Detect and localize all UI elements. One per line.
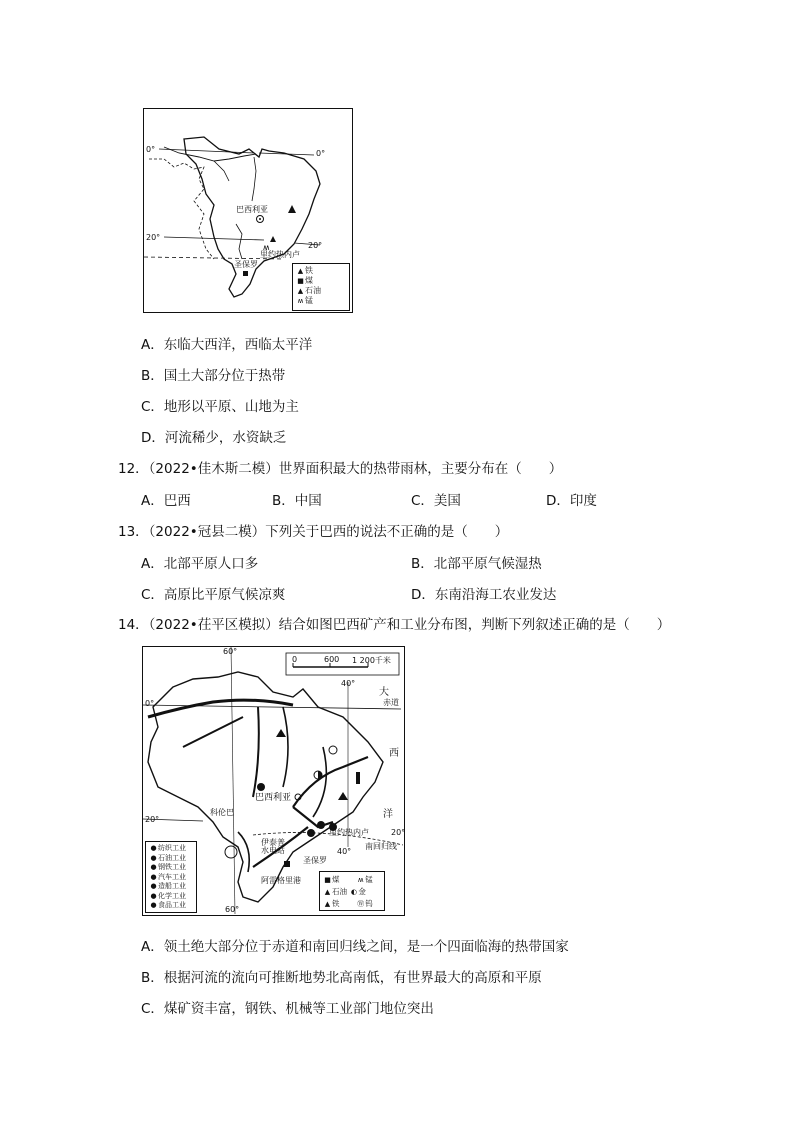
q14-option-b: B．根据河流的流向可推断地势北高南低，有世界最大的高原和平原 [141, 970, 542, 986]
map2-ocean-3: 洋 [383, 809, 393, 820]
q12-option-b: B．中国 [272, 493, 322, 509]
map2-corumba-label: 科伦巴 [210, 808, 234, 817]
q13-option-d: D．东南沿海工农业发达 [411, 587, 557, 603]
q12-option-a: A．巴西 [141, 493, 191, 509]
map1-capital-label: 巴西利亚 [236, 205, 268, 214]
map2-lon40-bottom: 40° [337, 847, 352, 856]
q11-option-d: D．河流稀少，水资缺乏 [141, 430, 287, 446]
map2-lon60-bottom: 60° [225, 905, 240, 914]
map1-lat0-right: 0° [316, 149, 326, 158]
q14-stem: 14．（2022•茌平区模拟）结合如图巴西矿产和工业分布图，判断下列叙述正确的是（ ） [118, 617, 671, 633]
coal-icon: ■ [324, 876, 331, 884]
map2-minerals-legend [319, 871, 385, 911]
steel-icon: ● [150, 863, 157, 871]
manganese-icon: ʍ [357, 876, 364, 884]
map1-lat20-left: 20° [146, 233, 161, 242]
map2-equator: 赤道 [383, 698, 399, 707]
map1-legend [292, 263, 350, 311]
legend-item: ●食品工业 [150, 901, 186, 909]
map2-ocean-2: 西 [389, 748, 399, 759]
map2-ocean-1: 大 [379, 687, 389, 698]
triangle-small-icon: ▲ [297, 267, 304, 275]
legend-item: ●纺织工业 [150, 844, 186, 852]
legend-item: ●钢铁工业 [150, 863, 186, 871]
q11-option-b: B．国土大部分位于热带 [141, 368, 286, 384]
q12-stem: 12．（2022•佳木斯二模）世界面积最大的热带雨林，主要分布在（ ） [118, 461, 563, 477]
oil-icon: ▲ [324, 888, 331, 896]
q13-option-c: C．高原比平原气候凉爽 [141, 587, 286, 603]
map2-saopaulo-label: 圣保罗 [303, 856, 327, 865]
map1-legend-item: ʍ 锰 [297, 296, 313, 305]
legend-item: ●石油工业 [150, 853, 186, 862]
map1-rio-label: 里约热内卢 [260, 250, 300, 259]
map2-itaipu-label: 伊泰普水电站 [261, 838, 285, 855]
legend-item: ●汽车工业 [150, 872, 186, 881]
chemical-icon: ● [150, 891, 157, 900]
square-icon: ■ [297, 277, 304, 285]
map2-industry-legend [145, 841, 197, 913]
legend-item: ●化学工业 [150, 891, 186, 900]
map2-capital-label: 巴西利亚 [255, 793, 292, 803]
q12-option-d: D．印度 [546, 493, 597, 509]
car-icon: ● [150, 872, 157, 881]
brazil-industry-map [142, 646, 405, 916]
scale-label-0: 0 [292, 655, 298, 664]
map1-saopaulo-label: 圣保罗 [234, 260, 258, 269]
map2-lon40: 40° [341, 679, 356, 688]
ship-icon: ● [150, 882, 157, 890]
legend-row: ■煤 ʍ 锰 [324, 875, 373, 884]
legend-row: ▲ 石油 ◐金 [324, 887, 366, 896]
map1-lat0-left: 0° [146, 145, 156, 154]
legend-row: ▲ 铁 Ⓦ钨 [324, 899, 373, 908]
q11-option-a: A．东临大西洋，西临太平洋 [141, 337, 313, 353]
map2-tropic-label: 南回归线 [365, 842, 397, 851]
map2-portoalegre-label: 阿雷格里港 [261, 876, 301, 885]
q13-option-b: B．北部平原气候湿热 [411, 556, 542, 572]
q14-option-a: A．领土绝大部分位于赤道和南回归线之间，是一个四面临海的热带国家 [141, 939, 569, 955]
map2-lat20-right: 20° [391, 828, 406, 837]
map2-lat0: 0° [145, 699, 155, 708]
tungsten-icon: Ⓦ [357, 900, 365, 908]
textile-icon: ● [150, 844, 157, 852]
q14-option-c: C．煤矿资丰富，钢铁、机械等工业部门地位突出 [141, 1001, 434, 1017]
q11-option-c: C．地形以平原、山地为主 [141, 399, 299, 415]
q12-option-c: C．美国 [411, 493, 461, 509]
map2-lat20-left: 20° [145, 815, 160, 824]
map1-legend-item: ▲ 石油 [297, 286, 321, 295]
food-icon: ● [150, 901, 157, 909]
manganese-icon: ʍ [297, 297, 304, 305]
oil-icon: ● [150, 853, 157, 862]
map2-rio-label: 里约热内卢 [329, 828, 369, 837]
svg-text:ʍ: ʍ [263, 243, 270, 252]
triangle-icon: ▲ [297, 287, 304, 295]
q13-stem: 13．（2022•冠县二模）下列关于巴西的说法不正确的是（ ） [118, 524, 509, 540]
map2-lon60-top: 60° [223, 647, 238, 656]
scale-label-1200: 1 200千米 [352, 656, 391, 665]
map1-legend-item: ■煤 [297, 276, 313, 285]
scale-label-600: 600 [324, 655, 340, 664]
q13-option-a: A．北部平原人口多 [141, 556, 259, 572]
iron-icon: ▲ [324, 900, 331, 908]
brazil-minerals-map [143, 108, 353, 313]
gold-icon: ◐ [350, 888, 357, 896]
legend-item: ●造船工业 [150, 882, 186, 890]
map1-legend-item: ▲ 铁 [297, 266, 313, 275]
map1-lat20-right: 20° [308, 241, 323, 250]
